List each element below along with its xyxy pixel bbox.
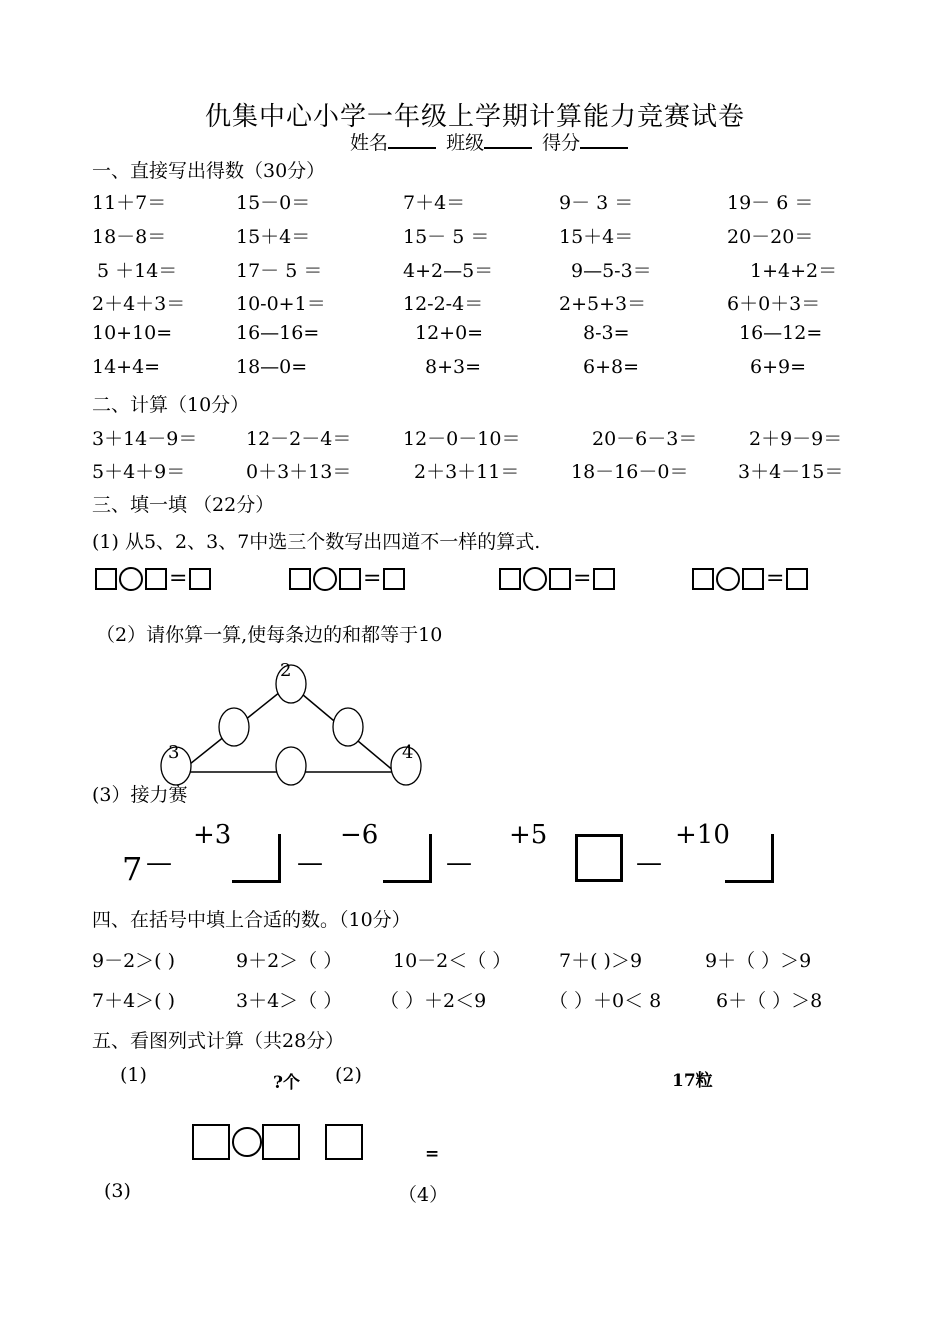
relay-start: 7	[122, 850, 143, 888]
answer-box[interactable]	[339, 568, 361, 590]
comparison-problem[interactable]: 9＋（ ）＞9	[705, 950, 812, 972]
arithmetic-problem[interactable]: 2＋3＋11＝	[414, 461, 520, 483]
arithmetic-problem[interactable]: 15＋4＝	[236, 226, 311, 248]
operator-circle[interactable]	[716, 567, 740, 591]
relay-arrow: —	[636, 848, 662, 878]
triangle-circle-bottom-mid[interactable]	[276, 747, 306, 785]
arithmetic-problem[interactable]: 6+9=	[750, 356, 807, 378]
arithmetic-problem[interactable]: 6+8=	[583, 356, 640, 378]
answer-box[interactable]	[192, 1124, 230, 1160]
arithmetic-problem[interactable]: 2＋4＋3＝	[92, 293, 186, 315]
equation-template-2[interactable]	[289, 566, 405, 591]
equation-template-4[interactable]	[692, 566, 808, 591]
arithmetic-problem[interactable]: 1+4+2＝	[750, 260, 838, 282]
operator-circle[interactable]	[232, 1127, 262, 1157]
part5-q2-label: (2)	[335, 1064, 362, 1086]
arithmetic-problem[interactable]: 11＋7＝	[92, 192, 167, 214]
name-blank[interactable]	[388, 129, 436, 149]
class-label: 班级	[446, 132, 485, 154]
arithmetic-problem[interactable]: 5＋4＋9＝	[92, 461, 186, 483]
page-title: 仇集中心小学一年级上学期计算能力竞赛试卷	[204, 102, 745, 132]
relay-arrow: —	[446, 848, 472, 878]
answer-box[interactable]	[742, 568, 764, 590]
arithmetic-problem[interactable]: 3＋4－15＝	[738, 461, 844, 483]
relay-box-3[interactable]	[575, 834, 623, 882]
arithmetic-problem[interactable]: 12－2－4＝	[246, 428, 352, 450]
comparison-problem[interactable]: 9＋2＞（ ）	[236, 950, 343, 972]
equals-sign: =	[573, 566, 592, 591]
arithmetic-problem[interactable]: 18－16－0＝	[571, 461, 689, 483]
arithmetic-problem[interactable]: 16—12=	[739, 322, 823, 344]
triangle-circle-left-mid[interactable]	[219, 708, 249, 746]
arithmetic-problem[interactable]: 3＋14－9＝	[92, 428, 198, 450]
arithmetic-problem[interactable]: 14+4=	[92, 356, 161, 378]
arithmetic-problem[interactable]: 7＋4＝	[403, 192, 466, 214]
equation-template-1[interactable]	[95, 566, 211, 591]
arithmetic-problem[interactable]: 18－8＝	[92, 226, 167, 248]
relay-op-4: +10	[675, 820, 730, 850]
part5-q4-label: （4）	[398, 1184, 449, 1206]
answer-box[interactable]	[262, 1124, 300, 1160]
section-4-heading: 四、在括号中填上合适的数。（10分）	[92, 909, 411, 931]
operator-circle[interactable]	[523, 567, 547, 591]
arithmetic-problem[interactable]: 16—16=	[236, 322, 320, 344]
arithmetic-problem[interactable]: 9—5-3＝	[571, 260, 652, 282]
answer-box[interactable]	[549, 568, 571, 590]
arithmetic-problem[interactable]: 20－6－3＝	[592, 428, 698, 450]
arithmetic-problem[interactable]: 5 ＋14＝	[97, 260, 178, 282]
score-label: 得分	[542, 132, 581, 154]
part5-q1-label: (1)	[120, 1064, 147, 1086]
comparison-problem[interactable]: （ ）＋2＜9	[380, 990, 487, 1012]
score-blank[interactable]	[580, 129, 628, 149]
arithmetic-problem[interactable]: 2＋9－9＝	[749, 428, 843, 450]
relay-op-2: −6	[340, 820, 379, 850]
arithmetic-problem[interactable]: 18—0=	[236, 356, 308, 378]
student-info	[350, 128, 632, 155]
triangle-label-top: 2	[280, 660, 292, 681]
arithmetic-problem[interactable]: 10-0+1＝	[236, 293, 326, 315]
answer-box[interactable]	[95, 568, 117, 590]
section-2-heading: 二、计算（10分）	[92, 394, 250, 416]
arithmetic-problem[interactable]: 15＋4＝	[559, 226, 634, 248]
relay-box-4[interactable]	[725, 834, 774, 883]
operator-circle[interactable]	[313, 567, 337, 591]
arithmetic-problem[interactable]: 6＋0＋3＝	[727, 293, 821, 315]
answer-box[interactable]	[289, 568, 311, 590]
triangle-label-right: 4	[402, 742, 414, 763]
comparison-problem[interactable]: 10－2＜（ ）	[393, 950, 512, 972]
arithmetic-problem[interactable]: 9－ 3 ＝	[559, 192, 634, 214]
relay-op-3: +5	[509, 820, 548, 850]
answer-box[interactable]	[383, 568, 405, 590]
part3-q2-text: （2）请你算一算,使每条边的和都等于10	[96, 624, 443, 646]
answer-box[interactable]	[145, 568, 167, 590]
arithmetic-problem[interactable]: 4+2—5＝	[403, 260, 494, 282]
triangle-circle-right-mid[interactable]	[333, 708, 363, 746]
comparison-problem[interactable]: 3＋4＞（ ）	[236, 990, 343, 1012]
answer-box[interactable]	[786, 568, 808, 590]
arithmetic-problem[interactable]: 12+0=	[415, 322, 484, 344]
arithmetic-problem[interactable]: 17－ 5 ＝	[236, 260, 323, 282]
section-5-heading: 五、看图列式计算（共28分）	[92, 1030, 345, 1052]
comparison-problem[interactable]: 7＋( )＞9	[559, 950, 643, 972]
equals-sign: =	[169, 566, 188, 591]
relay-arrow: —	[146, 848, 172, 878]
relay-op-1: +3	[193, 820, 232, 850]
triangle-diagram	[150, 650, 440, 800]
triangle-label-left: 3	[168, 742, 180, 763]
answer-box[interactable]	[692, 568, 714, 590]
section-3-heading: 三、填一填 （22分）	[92, 494, 275, 516]
arithmetic-problem[interactable]: 15－ 5 ＝	[403, 226, 490, 248]
relay-box-2[interactable]	[383, 834, 432, 883]
arithmetic-problem[interactable]: 0＋3＋13＝	[246, 461, 352, 483]
section-1-heading: 一、直接写出得数（30分）	[92, 160, 326, 182]
comparison-problem[interactable]: （ ）＋0＜ 8	[549, 990, 662, 1012]
part5-q1-unknown: ?个	[273, 1073, 300, 1093]
comparison-problem[interactable]: 7＋4＞( )	[92, 990, 176, 1012]
arithmetic-problem[interactable]: 19－ 6 ＝	[727, 192, 814, 214]
relay-box-1[interactable]	[232, 834, 281, 883]
answer-box[interactable]	[189, 568, 211, 590]
arithmetic-problem[interactable]: 15－0＝	[236, 192, 311, 214]
relay-arrow: —	[297, 848, 323, 878]
part3-q3-text: (3）接力赛	[92, 784, 188, 806]
arithmetic-problem[interactable]: 20－20＝	[727, 226, 814, 248]
operator-circle[interactable]	[119, 567, 143, 591]
arithmetic-problem[interactable]: 8+3=	[425, 356, 482, 378]
equals-sign: =	[363, 566, 382, 591]
answer-box[interactable]	[325, 1124, 363, 1160]
part5-q2-quantity: 17粒	[672, 1071, 713, 1091]
name-label: 姓名	[350, 132, 389, 154]
comparison-problem[interactable]: 6＋（ ）＞8	[716, 990, 823, 1012]
arithmetic-problem[interactable]: 12－0－10＝	[403, 428, 521, 450]
arithmetic-problem[interactable]: 10+10=	[92, 322, 173, 344]
part5-q3-label: (3)	[104, 1180, 131, 1202]
equals-sign: =	[766, 566, 785, 591]
arithmetic-problem[interactable]: 8-3=	[583, 322, 630, 344]
class-blank[interactable]	[484, 129, 532, 149]
part3-q1-text: (1) 从5、2、3、7中选三个数写出四道不一样的算式.	[92, 531, 541, 553]
arithmetic-problem[interactable]: 12-2-4＝	[403, 293, 484, 315]
answer-box[interactable]	[593, 568, 615, 590]
equation-template-3[interactable]	[499, 566, 615, 591]
comparison-problem[interactable]: 9－2＞( )	[92, 950, 176, 972]
answer-box[interactable]	[499, 568, 521, 590]
arithmetic-problem[interactable]: 2+5+3＝	[559, 293, 647, 315]
part5-equals-sign: =	[425, 1144, 440, 1164]
